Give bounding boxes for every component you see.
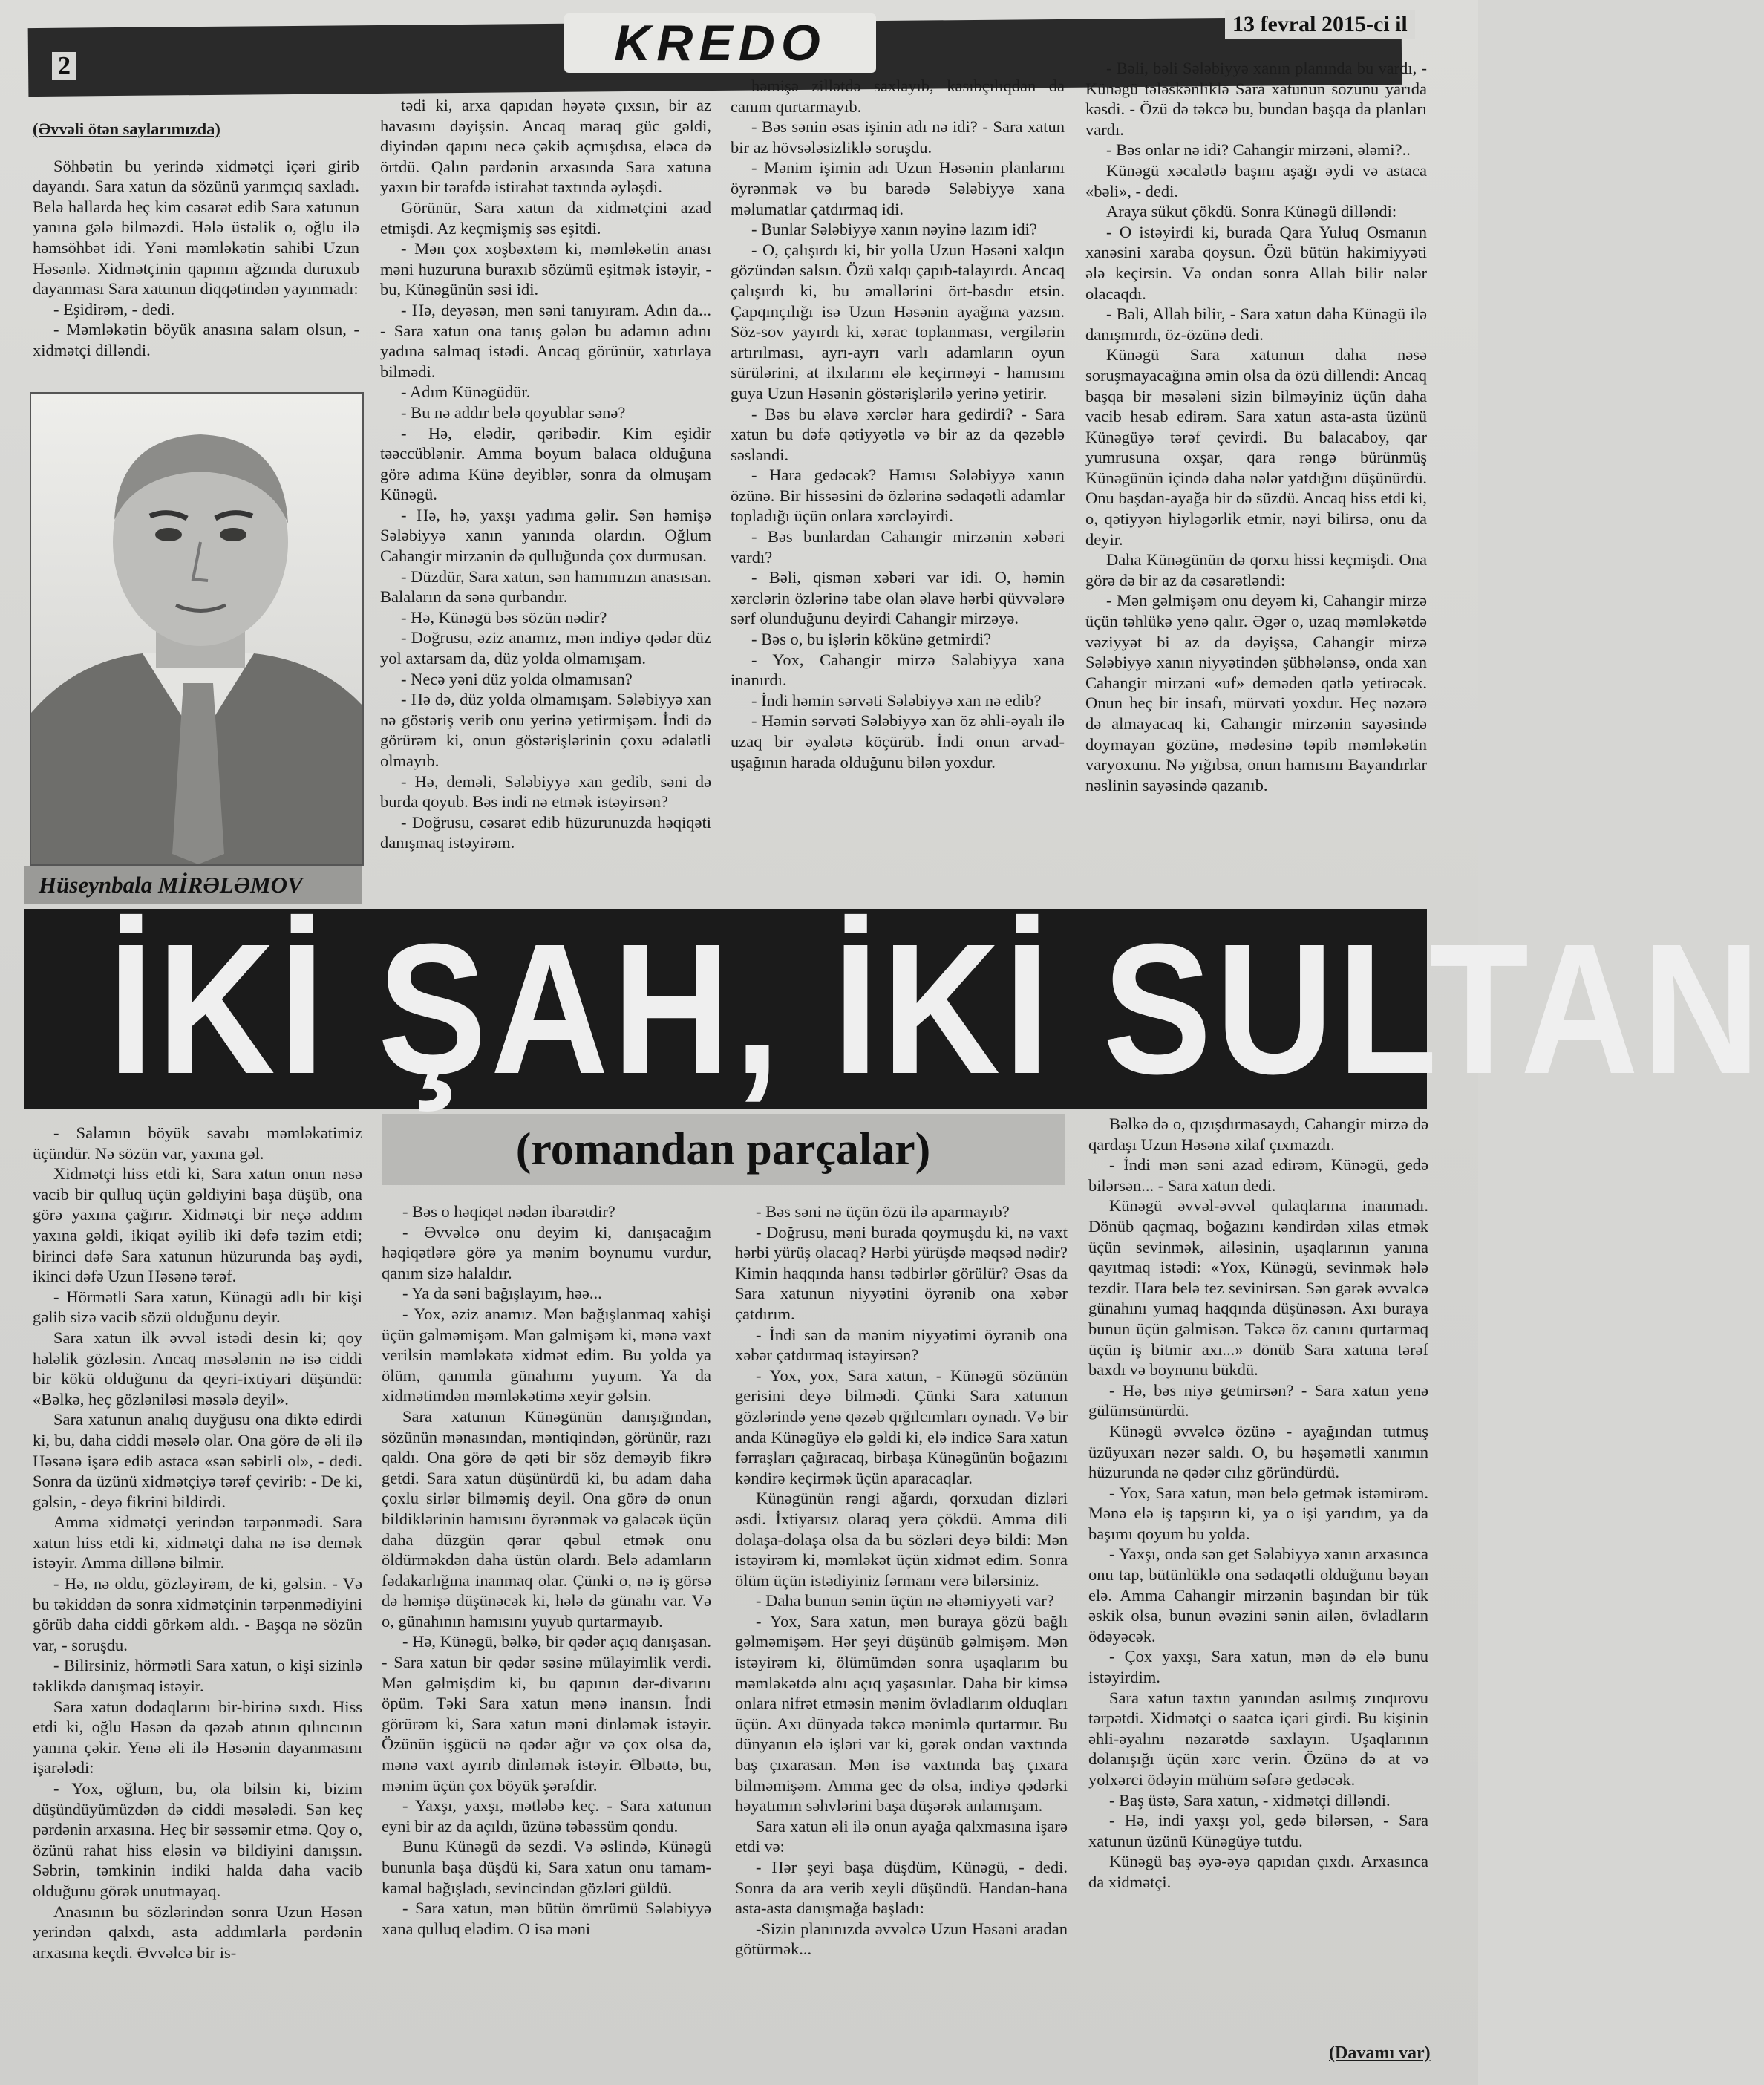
paragraph: - İndi mən səni azad edirəm, Künəgü, gedə bilərsən... - Sara xatun dedi. [1088, 1155, 1428, 1195]
paragraph: Araya sükut çökdü. Sonra Künəgü dilləndi: [1106, 202, 1397, 221]
paragraph: Xidmətçi hiss etdi ki, Sara xatun onun nəsə vacib bir qulluq üçün gəldiyini başa düşüb, ona görə yaxına çağırır. Xidmətçi bir neçə addım yaxına gəldi, ikiqat əyilib iki dəfə təzim etdi; birinci dəfə Sara xatunun hüzurunda baş əydi, ikinci dəfə Uzun Həsənə tərəf. [33, 1164, 362, 1286]
paragraph: - Məmləkətin böyük anasına salam olsun, - xidmətçi dilləndi. [33, 320, 359, 359]
paragraph: - Mən çox xoşbəxtəm ki, məmləkətin anası məni huzuruna buraxıb sözümü eşitmək istəyir, - bu, Künəgünün səsi idi. [380, 239, 711, 299]
paragraph: - Daha bunun sənin üçün nə əhəmiyyəti var? [756, 1591, 1054, 1611]
paragraph: - Doğrusu, cəsarət edib hüzurunuzda həqiqəti danışmaq istəyirəm. [380, 812, 711, 852]
bottom-column-3 [735, 1201, 1068, 2078]
paragraph: - Doğrusu, məni burada qoymuşdu ki, nə vaxt hərbi yürüş olacaq? Hərbi yürüşdə məqsəd nədir? Kimin haqqında hansı tədbirlər görülür? Əsas da Sara xatunun niyyətini öyrənib ona xəbər çatdırım. [735, 1222, 1068, 1323]
paragraph: Daha Künəgünün də qorxu hissi keçmişdi. Ona görə də bir az da cəsarətləndi: [1085, 550, 1427, 590]
paragraph: - Hər şeyi başa düşdüm, Künəgü, - dedi. Sonra da ara verib xeyli düşündü. Handan-hana asta-asta danışmağa başladı: [735, 1858, 1068, 1918]
paragraph: - Hə, hə, yaxşı yadıma gəlir. Sən həmişə Sələbiyyə xanın yanında olardın. Oğlum Cahangir mirzənin də qulluğunda çox durmusan. [380, 505, 711, 566]
paragraph: - İndi sən də mənim niyyətimi öyrənib ona xəbər çatdırmaq istəyirsən? [735, 1325, 1068, 1365]
paragraph: - Hə, deməli, Sələbiyyə xan gedib, səni də burda qoyub. Bəs indi nə etmək istəyirsən? [380, 771, 711, 812]
headline-subtitle: (romandan parçalar) [382, 1114, 1065, 1185]
paragraph: Bəlkə də o, qızışdırmasaydı, Cahangir mirzə də qardaşı Uzun Həsənə xilaf çıxmazdı. [1088, 1115, 1428, 1154]
paragraph: - Hara gedəcək? Hamısı Sələbiyyə xanın özünə. Bir hissəsini də özlərinə sədaqətli adamlar topladığı üçün onlara xərcləyirdi. [731, 466, 1065, 526]
bottom-column-4 [1088, 1114, 1428, 2035]
author-portrait-image [31, 394, 362, 864]
paragraph: - Bilirsiniz, hörmətli Sara xatun, o kişi sizinlə təklikdə danışmaq istəyir. [33, 1656, 362, 1696]
paragraph: - Hə, deyəsən, mən səni tanıyıram. Adın da... - Sara xatun ona tanış gələn bu adamın adını yadına salmaq istədi. Ancaq görünür, xatırlaya bilmədi. [380, 300, 711, 381]
paragraph: - Yox, Cahangir mirzə Sələbiyyə xana inanırdı. [731, 650, 1065, 690]
headline-banner [24, 905, 1764, 1112]
paragraph: Sara xatun taxtın yanından asılmış zınqırovu tərpətdi. Xidmətçi o saatca içəri girdi. Bu kişinin əhli-əyalını nəzarətdə saxlayın. Uşaqlarının dolanışığı üçün xərc verin. Özünə də at və yolxərci ödəyin mühüm səfərə gedəcək. [1088, 1688, 1428, 1789]
paragraph: - Mən gəlmişəm onu deyəm ki, Cahangir mirzə üçün təhlükə yenə qalır. Əgər o, uzaq məmləkətdə vəziyyət bi az da dəyişsə, Cahangir mirzə Sələbiyyə xanın niyyətindən şübhələnsə, onda xan Cahangir mirzəni «uf» deməden qətlə yetirəcək. Onun heç bir insafı, mürvəti yoxdur. Heç nəzərə də almayacaq ki, Cahangir mirzənin sayəsində doymayan gözünə, mədəsinə təpib məmləkətin varyoxunu. Nə yığıbsa, onun hamısını Bayandırlar nəslinin sayəsində qazanıb. [1085, 591, 1427, 794]
paragraph: - Hə, elədir, qəribədir. Kim eşidir təəccüblənir. Amma boyum balaca olduğuna görə adıma Künə deyiblər, sonra da olmuşam Künəgü. [380, 423, 711, 504]
paragraph: - Bəs səni nə üçün özü ilə aparmayıb? [756, 1202, 1010, 1221]
author-name: Hüseynbala MİRƏLƏMOV [24, 866, 362, 904]
top-column-3 [731, 76, 1065, 906]
paragraph: - Düzdür, Sara xatun, sən hamımızın anasısan. Balaların da sənə qurbandır. [380, 567, 711, 607]
paragraph: - Yox, Sara xatun, mən buraya gözü bağlı gəlməmişəm. Hər şeyi düşünüb gəlmişəm. Mən istəyirəm ki, ölümümdən sonra uşaqlarım bu məmləkətdə alnı açıq yaşasınlar. Daha bir kimsə onlara nifrət etməsin mənim övladlarım olduqları üçün. Axı dünyada təkcə mənimlə qurtarmır. Bu dünyanın elə işləri var ki, gərək ondan vaxtında baş çıxarasan. Mən isə vaxtında baş çıxara bilməmişəm. Amma gec də olsa, indiyə qədərki həyatımın səhvlərini başa düşərək anlamışam. [735, 1611, 1068, 1815]
paragraph: Bunu Künəgü də sezdi. Və əslində, Künəgü bununla başa düşdü ki, Sara xatun onu tamam-kamal bağışladı, sevincindən gözləri güldü. [382, 1837, 711, 1897]
paragraph: - Yox, yox, Sara xatun, - Künəgü sözünün gerisini deyə bilmədi. Çünki Sara xatunun gözlərində yenə qəzəb qığılcımları oynadı. Və bir anda Künəgüyə elə gəldi ki, elə indicə Sara xatun fərraşları çağıracaq, birbaşa Künəgünün boğazını kəndirə keçirmək üçün aparacaqlar. [735, 1365, 1068, 1487]
paragraph: - Bəs onlar nə idi? Cahangir mirzəni, ələmi?.. [1106, 140, 1411, 160]
paragraph: - Bəs bu əlavə xərclər hara gedirdi? - Sara xatun bu dəfə qətiyyətlə və bir az da qəzəblə səsləndi. [731, 404, 1065, 464]
paragraph: - Bəs bunlardan Cahangir mirzənin xəbəri vardı? [731, 527, 1065, 567]
paragraph: - Hə, Künəgü, bəlkə, bir qədər açıq danışasan. - Sara xatun bir qədər səsinə mülayimlik verdi. Mən gəlmişdim ki, bu qapının dər-divarını öpüm. Təki Sara xatun mənə inansın. İndi görürəm ki, Sara xatun məni dinləmək istəyir. Özünün işgücü nə qədər ağır və çox olsa da, mənə vaxt ayırıb dinləmək istəyir. Əlbəttə, bu, mənim üçün çox böyük şərəfdir. [382, 1632, 711, 1795]
paragraph: - Necə yəni düz yolda olmamısan? [401, 669, 633, 688]
paragraph: Künəgü baş əyə-əyə qapıdan çıxdı. Arxasınca da xidmətçi. [1088, 1852, 1428, 1891]
paragraph: - Sara xatun, mən bütün ömrümü Sələbiyyə xana qulluq elədim. O isə məni [382, 1899, 711, 1938]
paragraph: - Bəli, Allah bilir, - Sara xatun daha Künəgü ilə danışmırdı, öz-özünə dedi. [1085, 304, 1427, 344]
paragraph: - Əvvəlcə onu deyim ki, danışacağım həqiqətlərə görə ya mənim boynumu vurdur, qanım sizə halaldır. [382, 1222, 711, 1282]
issue-date: 13 fevral 2015-ci il [1225, 10, 1415, 39]
paragraph: - Ya da səni bağışlayım, həə... [402, 1284, 602, 1303]
paragraph: Amma xidmətçi yerindən tərpənmədi. Sara xatun hiss etdi ki, xidmətçi daha nə isə demək istəyir. Amma dillənə bilmir. [33, 1513, 362, 1573]
paragraph: - Çox yaxşı, Sara xatun, mən də elə bunu istəyirdim. [1088, 1647, 1428, 1687]
paragraph: - Bunlar Sələbiyyə xanın nəyinə lazım idi? [751, 220, 1037, 239]
paragraph: - Eşidirəm, - dedi. [53, 299, 175, 319]
continued-label: (Davamı var) [1329, 2043, 1431, 2063]
paragraph: - Yox, oğlum, bu, ola bilsin ki, bizim düşündüyümüzdən də ciddi məsələdi. Sən keç pərdənin arxasına. Heç bir səssəmir etmə. Qoy o, özünü rahat hiss eləsin və bildiyini danışsın. Səbrin, təmkinin indiki halda daha vacib olduğunu görək unutmayaq. [33, 1779, 362, 1900]
paragraph: - Həmin sərvəti Sələbiyyə xan öz əhli-əyalı ilə uzaq bir əyalətə köçürüb. İndi onun arvad-uşağının harada olduğunu bilən yoxdur. [731, 711, 1065, 771]
bottom-column-2 [382, 1201, 711, 2078]
paragraph: Künəgü xəcalətlə başını aşağı əydi və astaca «bəli», - dedi. [1085, 160, 1427, 200]
bottom-column-1 [33, 1123, 362, 2051]
paragraph: -Sizin planınızda əvvəlcə Uzun Həsəni aradan götürmək... [735, 1919, 1068, 1959]
paragraph: tədi ki, arxa qapıdan həyətə çıxsın, bir az havasını dəyişsin. Ancaq maraq güc gəldi, diyindən qapını necə çəkib açmışdısa, eləcə də örtdü. Qalın pərdənin arxasında Sara xatuna yaxın bir tərəfdə istirahət taxtında əyləşdi. [380, 96, 711, 197]
paragraph: Künəgü əvvəl-əvvəl qulaqlarına inanmadı. Dönüb qaçmaq, boğazını kəndirdən xilas etmək üçün sevinmək, ailəsinin, uşaqlarının yanına qayıtmaq istədi: «Yox, Künəgü, sevinmək hələ tezdir. Hara belə tez sevinirsən. Sən gərək əvvəlcə günahını yumaq haqqında düşünəsən. Axı buraya bunun üçün gəlmisən. Təkcə öz canını qurtarmaq üçün iş bitmir axı...» dönüb Sara xatuna tərəf baxdı və boynunu bükdü. [1088, 1196, 1428, 1380]
paragraph: - Bəs o, bu işlərin kökünə getmirdi? [751, 630, 992, 649]
top-column-4 [1085, 58, 1427, 904]
paragraph: - Hə də, düz yolda olmamışam. Sələbiyyə xan nə göstəriş verib onu yerinə yetirmişəm. İndi də görürəm ki, onun göstərişlərinin çoxu ədalətli olmayıb. [380, 690, 711, 770]
paragraph: Görünür, Sara xatun da xidmətçini azad etmişdi. Az keçmişmiş səs eşitdi. [380, 198, 711, 238]
paragraph: - Mənim işimin adı Uzun Həsənin planlarını öyrənmək və bu barədə Sələbiyyə xana məlumatlar çatdırmaq idi. [731, 158, 1065, 218]
paragraph: Söhbətin bu yerində xidmətçi içəri girib dayandı. Sara xatun da sözünü yarımçıq saxladı. Belə hallarda heç kim cəsarət edib Sara xatunun yanına gələ bilməzdi. Hələ üstəlik o, oğlu ilə həmsöhbət idi. Yəni məmləkətin sahibi Uzun Həsənlə. Xidmətçinin qapının ağzında duruxub dayanması Sara xatunun diqqətindən yayınmadı: [33, 156, 359, 298]
page-number: 2 [52, 52, 76, 80]
paragraph: - Bəli, qismən xəbəri var idi. O, həmin xərclərin özlərinə tabe olan əlavə hərbi qüvvələrə sərf olunduğunu deyirdi Cahangir mirzəyə. [731, 568, 1065, 628]
paragraph: - Hə, indi yaxşı yol, gedə bilərsən, - Sara xatunun üzünü Künəgüyə tutdu. [1088, 1811, 1428, 1850]
paragraph: - Bəli, bəli Sələbiyyə xanın planında bu vardı, - Künəgü tələskənliklə Sara xatunun sözünü yarıda kəsdi. - Özü də təkcə bu, bundan başqa da planları vardı. [1085, 59, 1427, 139]
paragraph: - Yox, əziz anamız. Mən bağışlanmaq xahişi üçün gəlməmişəm. Mən gəlmişəm ki, mənə vaxt verilsin məmləkətə xidmət edim. Bu yolda ya ölüm, qanımla günahımı yuyum. Ya da xidmətimdən məmləkətimə xeyir gəlsin. [382, 1304, 711, 1406]
paragraph: Künəgünün rəngi ağardı, qorxudan dizləri əsdi. İxtiyarsız olaraq yerə çökdü. Amma dili dolaşa-dolaşa olsa da bu sözləri deyə bildi: Mən istəyirəm ki, məmləkət üçün xidmət edim. Sonra ölüm üçün istədiyiniz fərmanı verə bilərsiniz. [735, 1489, 1068, 1590]
author-photo [30, 392, 364, 866]
paragraph: - Bəs sənin əsas işinin adı nə idi? - Sara xatun bir az hövsələsizliklə soruşdu. [731, 117, 1065, 157]
headline-title: İKİ ŞAH, İKİ SULTAN [108, 905, 1764, 1112]
paragraph: Anasının bu sözlərindən sonra Uzun Həsən yerindən qalxdı, asta addımlarla pərdənin arxasına keçdi. Əvvəlcə bir is- [33, 1902, 362, 1962]
paragraph: - Hörmətli Sara xatun, Künəgü adlı bir kişi gəlib sizə vacib sözü olduğunu deyir. [33, 1287, 362, 1327]
paragraph: həmişə zillətdə saxlayıb, kasıbçılıqdan da canım qurtarmayıb. [731, 76, 1065, 116]
masthead-logo: KREDO [564, 13, 876, 73]
paragraph: - Bu nə addır belə qoyublar sənə? [401, 402, 626, 422]
paragraph: Sara xatunun analıq duyğusu ona diktə edirdi ki, bu, daha ciddi məsələ olar. Ona görə də əli ilə Həsənə işarə edib astaca «sən səbirli ol», - dedi. Sonra da üzünü xidmətçiyə tərəf çevirib: - De ki, gəlsin, - deyə fikrini bildirdi. [33, 1410, 362, 1511]
paragraph: Künəgü əvvəlcə özünə - ayağından tutmuş üzüyuxarı nəzər saldı. O, bu həşəmətli xanımın hüzurunda nə qədər cılız göründürdü. [1088, 1421, 1428, 1482]
paragraph: Sara xatunun Künəgünün danışığından, sözünün mənasından, məntiqindən, görünür, razı qaldı. Ona görə də qəti bir söz deməyib fikrə getdi. Sara xatun düşünürdü ki, bu adam daha çoxlu sirlər bilməmiş deyil. Ona görə də onun bildiklərinin hamısını öyrənmək və gələcək üçün daha düzgün qərar qəbul etmək onu öldürməkdən daha üstün olardı. Belə adamların fədakarlığına inanmaq olar. Çünki o, nə iş görsə də həmişə düşünəcək ki, hələ də günahı var. Və o, günahının hamısını yuyub qurtarmayıb. [382, 1406, 711, 1631]
paragraph: - Adım Künəgüdür. [401, 382, 531, 402]
paragraph: - Yaxşı, onda sən get Sələbiyyə xanın arxasınca onu tap, bütünlüklə ona sədaqətli olduğunu bəyan elə. Amma Cahangir mirzənin başından bir tük əskik olsa, bunun əvəzini sənin ailən, övladların ödəyəcək. [1088, 1544, 1428, 1645]
paragraph: - Yaxşı, yaxşı, mətləbə keç. - Sara xatunun eyni bir az da açıldı, üzünə təbəssüm qondu. [382, 1796, 711, 1836]
paragraph: Künəgü Sara xatunun daha nəsə soruşmayacağına əmin olsa da özü dillendi: Ancaq başqa bir məsələni sizin bilməyiniz üçün daha vacib hesab edirəm. Sara xatun asta-asta üzünü Künəgüyə tərəf çevirdi. Bu balacaboy, qar yumrusuna oxşar, qara rəngə bürünmüş Künəgünün içində daha nələr yatdığını düşünürdü. Onu başdan-ayağa bir də süzdü. Ancaq hiss etdi ki, o, qətiyyən hiyləgərlik etmir, nəyi bilirsə, onu da deyir. [1085, 345, 1427, 549]
paragraph: - Salamın böyük savabı məmləkətimiz üçündür. Nə sözün var, yaxına gəl. [33, 1123, 362, 1163]
paragraph: - Hə, Künəgü bəs sözün nədir? [401, 607, 607, 627]
top-column-1 [33, 119, 359, 388]
paragraph: - Baş üstə, Sara xatun, - xidmətçi dilləndi. [1109, 1790, 1391, 1810]
paragraph: - O, çalışırdı ki, bir yolla Uzun Həsəni xalqın gözündən salsın. Özü xalqı çapıb-talayırdı. Ancaq çalışırdı ki, bu əməllərini ört-basdır etsin. Çapqınçılığı isə Uzun Həsənin ayağına yazsın. Söz-sov yayırdı ki, xərac toplanması, vergilərin artırılması, ayrı-ayrı varlı adamların oyun sürülərini, at ilxılarını ələ keçirməyi - hamısını guya Uzun Həsənin göstərişlərilə yerinə yetirir. [731, 240, 1065, 402]
paragraph: Sara xatun dodaqlarını bir-birinə sıxdı. Hiss etdi ki, oğlu Həsən də qəzəb atının qılıncının yanına çəkir. Yenə əli ilə Həsənin dayanmasını işarələdi: [33, 1697, 362, 1778]
paragraph: - İndi həmin sərvəti Sələbiyyə xan nə edib? [751, 691, 1042, 710]
paragraph: Sara xatun əli ilə onun ayağa qalxmasına işarə etdi və: [735, 1816, 1068, 1856]
previous-issues-label: (Əvvəli ötən saylarımızda) [33, 120, 220, 138]
paragraph: Sara xatun ilk əvvəl istədi desin ki; qoy hələlik gözləsin. Ancaq məsələnin nə isə ciddi bir kökü olduğunu da qeyri-ixtiyari düşündü: «Bəlkə, heç gözləniləsi məsələ deyil». [33, 1328, 362, 1409]
paragraph: - Yox, Sara xatun, mən belə getmək istəmirəm. Mənə elə iş tapşırın ki, ya o işi yarıdım, ya da başımı qoyum bu yolda. [1088, 1483, 1428, 1543]
paragraph: - Hə, nə oldu, gözləyirəm, de ki, gəlsin. - Və bu təkiddən də sonra xidmətçinin tərpənmədiyini görüb daha ciddi görkəm aldı. - Başqa nə sözün var, - soruşdu. [33, 1574, 362, 1654]
paragraph: - Hə, bəs niyə getmirsən? - Sara xatun yenə gülümsünürdü. [1088, 1380, 1428, 1420]
paragraph: - O istəyirdi ki, burada Qara Yuluq Osmanın xanəsini xaraba qoysun. Özü bütün hakimiyyəti ələ keçirsin. Və ondan sonra Allah bilir nələr olacaqdı. [1085, 222, 1427, 303]
paragraph: - Doğrusu, əziz anamız, mən indiyə qədər düz yol axtarsam da, düz yolda olmamışam. [380, 628, 711, 668]
paragraph: - Bəs o həqiqət nədən ibarətdir? [402, 1202, 615, 1221]
top-column-2 [380, 95, 711, 906]
